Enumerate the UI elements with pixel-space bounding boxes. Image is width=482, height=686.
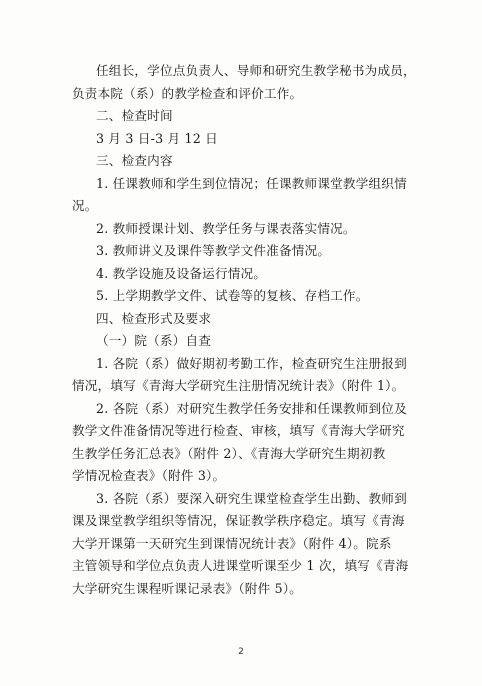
text-line: 3 月 3 日-3 月 12 日	[96, 130, 218, 146]
text-line: 三、检查内容	[96, 153, 173, 168]
text-line: 况。	[72, 198, 98, 213]
text-line: 2. 教师授课计划、教学任务与课表落实情况。	[96, 220, 356, 236]
text-line: 教学文件准备情况等进行检查、审核，填写《青海大学研究	[72, 423, 405, 438]
text-line: 5. 上学期教学文件、试卷等的复核、存档工作。	[96, 288, 369, 303]
text-line: 任组长，学位点负责人、导师和研究生教学秘书为成员，	[96, 63, 416, 78]
text-line: 学情况检查表》（附件 3）。	[72, 468, 226, 483]
text-line: 二、检查时间	[96, 108, 173, 123]
text-line: 3. 教师讲义及课件等教学文件准备情况。	[96, 243, 331, 258]
text-line: 四、检查形式及要求	[96, 310, 212, 326]
text-line: 主管领导和学位点负责人进课堂听课至少 1 次，填写《青海	[72, 558, 409, 573]
text-line: （一）院（系）自查	[96, 333, 212, 348]
text-line: 1. 任课教师和学生到位情况；任课教师课堂教学组织情	[96, 175, 407, 191]
text-line: 1. 各院（系）做好期初考勤工作，检查研究生注册报到	[96, 355, 407, 371]
page-number: 2	[238, 647, 244, 657]
text-line: 2. 各院（系）对研究生教学任务安排和任课教师到位及	[96, 400, 407, 416]
text-line: 负责本院（系）的教学检查和评价工作。	[72, 85, 303, 101]
text-line: 大学研究生课程听课记录表》（附件 5）。	[72, 580, 303, 596]
text-line: 3. 各院（系）要深入研究生课堂检查学生出勤、教师到	[96, 490, 407, 506]
text-line: 生教学任务汇总表》（附件 2）、《青海大学研究生期初教	[72, 445, 386, 461]
document-body	[72, 60, 422, 600]
text-line: 课及课堂教学组织等情况，保证教学秩序稳定。填写《青海	[72, 513, 405, 528]
text-line: 情况，填写《青海大学研究生注册情况统计表》（附件 1）。	[72, 378, 405, 393]
text-line: 4. 教学设施及设备运行情况。	[96, 265, 267, 281]
text-line: 大学开课第一天研究生到课情况统计表》（附件 4）。院系	[72, 535, 392, 551]
